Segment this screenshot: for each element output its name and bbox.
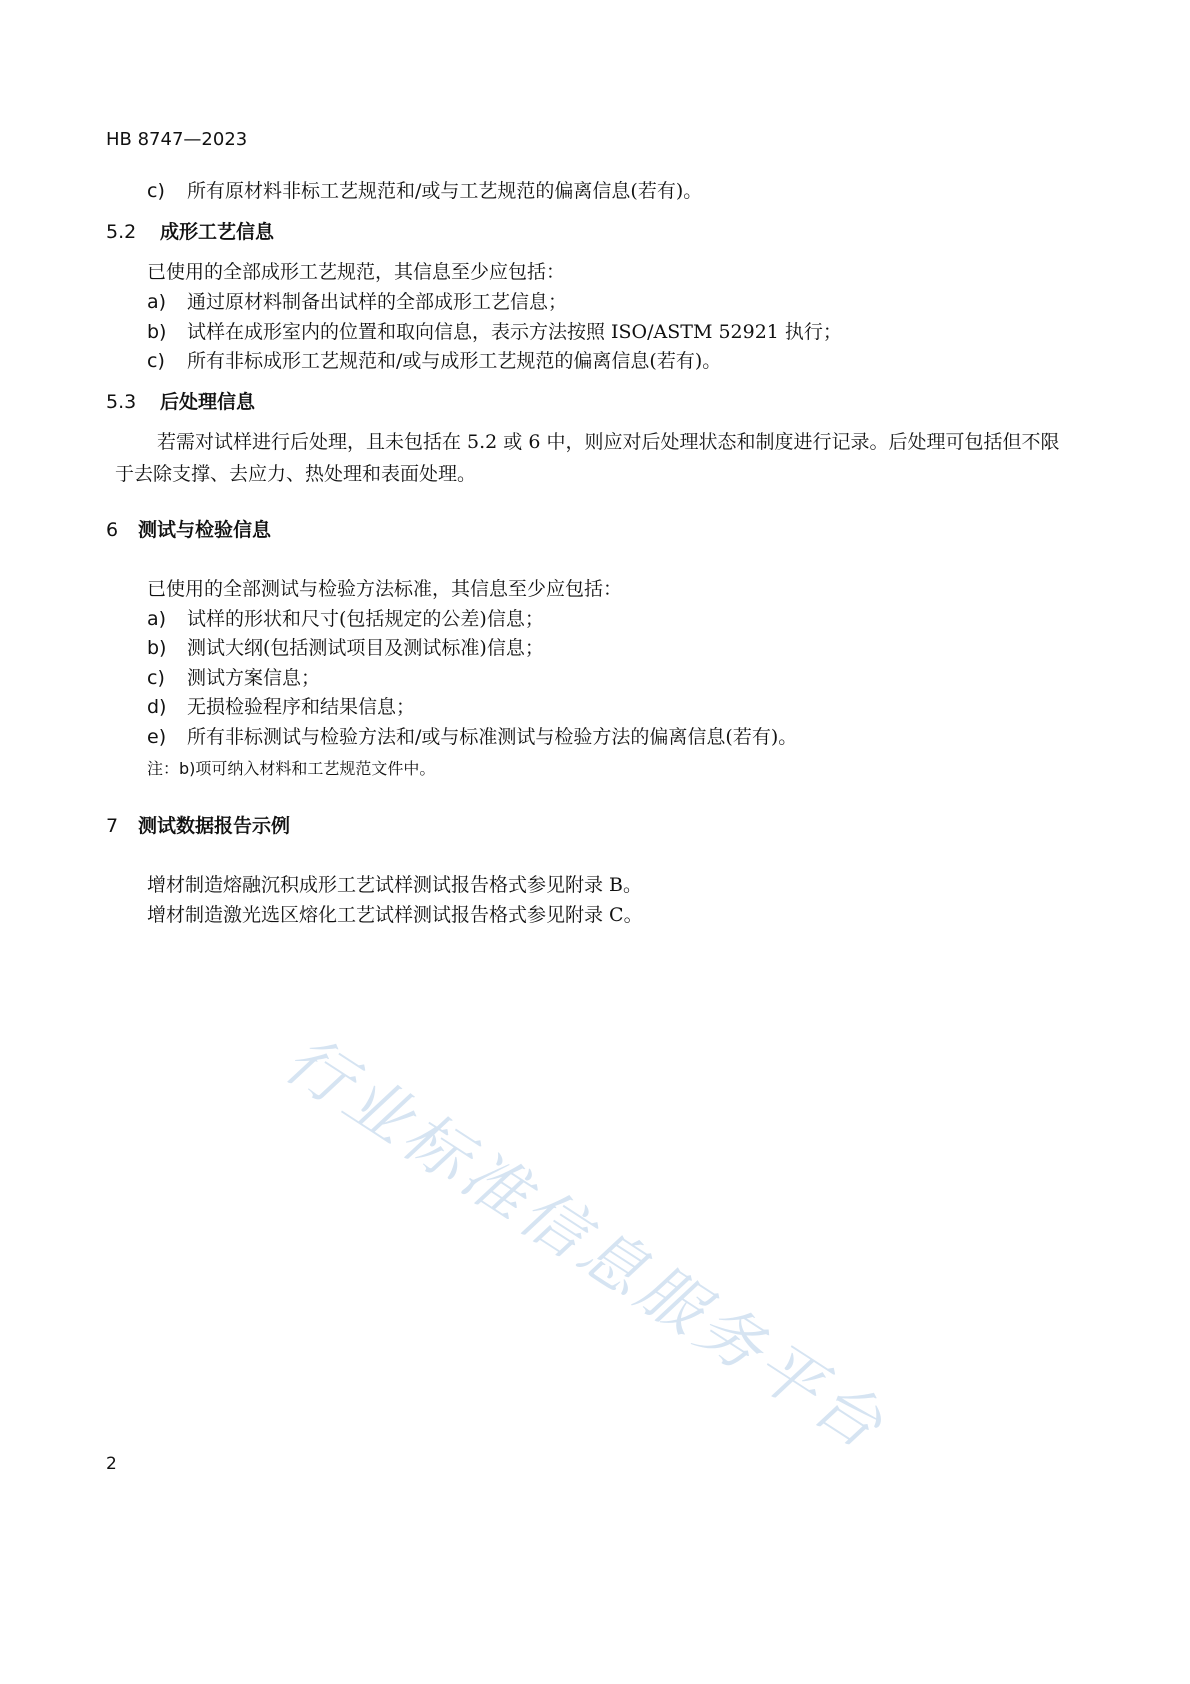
list-marker: a) bbox=[147, 291, 167, 313]
list-item bbox=[147, 636, 544, 660]
list-marker: b) bbox=[147, 637, 167, 659]
section-heading-6 bbox=[106, 518, 271, 542]
list-marker: c) bbox=[147, 180, 165, 202]
list-item-text: 所有原材料非标工艺规范和/或与工艺规范的偏离信息(若有)。 bbox=[187, 180, 703, 202]
section-note: 注：b)项可纳入材料和工艺规范文件中。 bbox=[147, 759, 436, 778]
list-item-text: 测试大纲(包括测试项目及测试标准)信息； bbox=[187, 637, 544, 659]
section-title: 成形工艺信息 bbox=[160, 221, 275, 243]
list-marker: e) bbox=[147, 726, 167, 748]
section-heading-5-3 bbox=[106, 390, 255, 414]
list-item-text: 所有非标测试与检验方法和/或与标准测试与检验方法的偏离信息(若有)。 bbox=[187, 726, 798, 748]
list-item bbox=[147, 666, 320, 690]
list-item-text: 通过原材料制备出试样的全部成形工艺信息； bbox=[187, 291, 568, 313]
page-number: 2 bbox=[106, 1454, 117, 1474]
section-line: 增材制造激光选区熔化工艺试样测试报告格式参见附录 C。 bbox=[147, 904, 643, 926]
list-marker: c) bbox=[147, 667, 165, 689]
section-intro: 已使用的全部测试与检验方法标准，其信息至少应包括： bbox=[147, 578, 623, 600]
section-title: 测试数据报告示例 bbox=[138, 815, 291, 837]
section-number: 5.3 bbox=[106, 391, 137, 413]
list-item bbox=[147, 290, 567, 314]
watermark: 行业标准信息服务平台 bbox=[271, 1022, 899, 1466]
list-item bbox=[147, 320, 842, 344]
list-item-text: 无损检验程序和结果信息； bbox=[187, 696, 416, 718]
section-heading-7 bbox=[106, 814, 290, 838]
list-item bbox=[147, 725, 797, 749]
list-item bbox=[147, 695, 415, 719]
list-item-text: 测试方案信息； bbox=[187, 667, 321, 689]
section-number: 5.2 bbox=[106, 221, 137, 243]
section-heading-5-2 bbox=[106, 220, 274, 244]
list-item bbox=[147, 349, 721, 373]
list-item-text: 试样在成形室内的位置和取向信息，表示方法按照 ISO/ASTM 52921 执行； bbox=[187, 321, 842, 343]
section-intro: 已使用的全部成形工艺规范，其信息至少应包括： bbox=[147, 261, 566, 283]
document-code: HB 8747—2023 bbox=[106, 129, 248, 150]
section-title: 测试与检验信息 bbox=[138, 519, 272, 541]
list-marker: b) bbox=[147, 321, 167, 343]
list-marker: c) bbox=[147, 350, 165, 372]
section-body: 若需对试样进行后处理，且未包括在 5.2 或 6 中，则应对后处理状态和制度进行记录。后处理可包括但不限于去除支撑、去应力、热处理和表面处理。 bbox=[115, 431, 1060, 485]
list-item-text: 所有非标成形工艺规范和/或与成形工艺规范的偏离信息(若有)。 bbox=[187, 350, 722, 372]
list-marker: d) bbox=[147, 696, 167, 718]
list-item-text: 试样的形状和尺寸(包括规定的公差)信息； bbox=[187, 608, 544, 630]
list-item bbox=[147, 179, 702, 203]
list-marker: a) bbox=[147, 608, 167, 630]
section-line: 增材制造熔融沉积成形工艺试样测试报告格式参见附录 B。 bbox=[147, 874, 643, 896]
section-number: 7 bbox=[106, 815, 119, 837]
section-number: 6 bbox=[106, 519, 119, 541]
section-title: 后处理信息 bbox=[160, 391, 256, 413]
list-item bbox=[147, 607, 544, 631]
